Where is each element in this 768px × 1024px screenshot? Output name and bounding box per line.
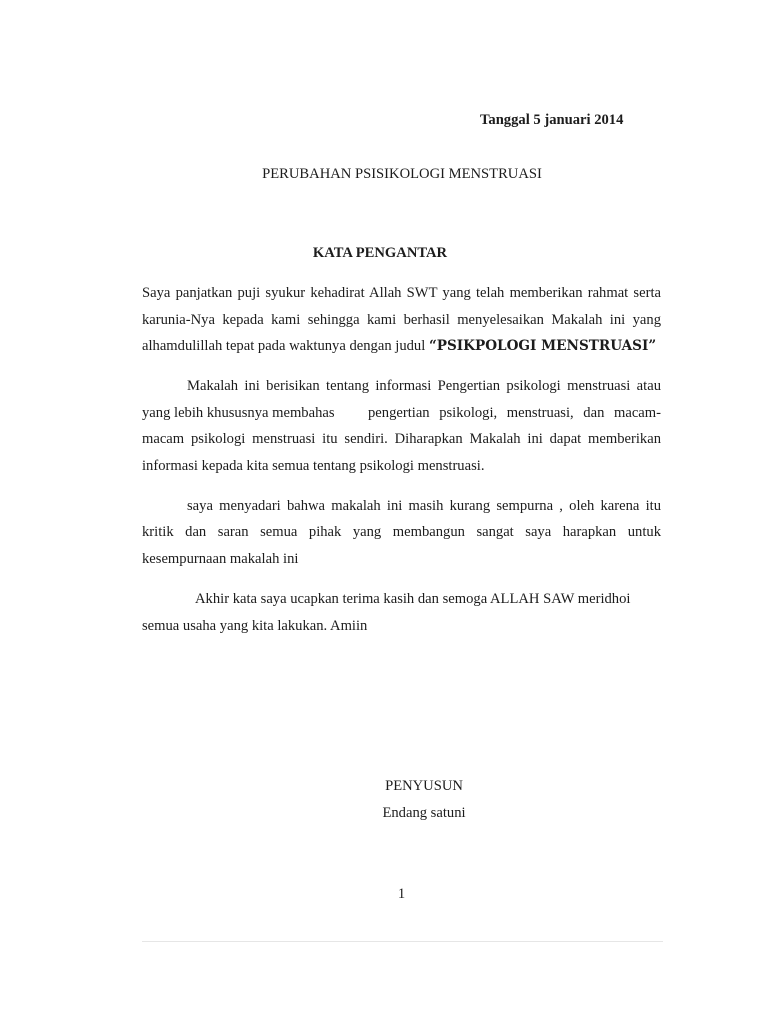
paragraph-4-line-1: Akhir kata saya ucapkan terima kasih dan semoga ALLAH SAW meridhoi bbox=[195, 591, 631, 607]
signature-name: Endang satuni bbox=[382, 805, 466, 821]
paper-title-emphasis: “PSIKPOLOGI MENSTRUASI” bbox=[428, 338, 657, 354]
paragraph-3-line-3: kesempurnaan makalah ini bbox=[142, 551, 299, 567]
paragraph-2-line-2a: yang lebih khususnya membahas bbox=[142, 405, 335, 421]
paragraph-1-line-2: karunia-Nya kepada kami sehingga kami berhasil menyelesaikan Makalah ini yang bbox=[142, 312, 661, 328]
document-date: Tanggal 5 januari 2014 bbox=[480, 112, 624, 128]
paragraph-2-line-3: macam psikologi menstruasi itu sendiri. Diharapkan Makalah ini dapat memberikan bbox=[142, 431, 661, 447]
paragraph-2-line-1: Makalah ini berisikan tentang informasi Pengertian psikologi menstruasi atau bbox=[187, 378, 661, 394]
paragraph-2-line-2b: pengertian psikologi, menstruasi, dan macam- bbox=[368, 405, 661, 421]
paragraph-3-line-2: kritik dan saran semua pihak yang membangun sangat saya harapkan untuk bbox=[142, 524, 661, 540]
footer-divider bbox=[142, 941, 663, 942]
paragraph-1-line-3-text: alhamdulillah tepat pada waktunya dengan judul bbox=[142, 338, 429, 354]
paragraph-1-line-1: Saya panjatkan puji syukur kehadirat Allah SWT yang telah memberikan rahmat serta bbox=[142, 285, 661, 301]
section-heading: KATA PENGANTAR bbox=[312, 245, 448, 261]
document-title: PERUBAHAN PSISIKOLOGI MENSTRUASI bbox=[262, 166, 542, 182]
signature-role: PENYUSUN bbox=[385, 778, 463, 794]
page-number: 1 bbox=[397, 886, 406, 902]
paragraph-2-line-4: informasi kepada kita semua tentang psikologi menstruasi. bbox=[142, 458, 485, 474]
paragraph-1-line-3 bbox=[142, 337, 656, 355]
paragraph-4-line-2: semua usaha yang kita lakukan. Amiin bbox=[142, 618, 368, 634]
paragraph-3-line-1: saya menyadari bahwa makalah ini masih kurang sempurna , oleh karena itu bbox=[187, 498, 661, 514]
